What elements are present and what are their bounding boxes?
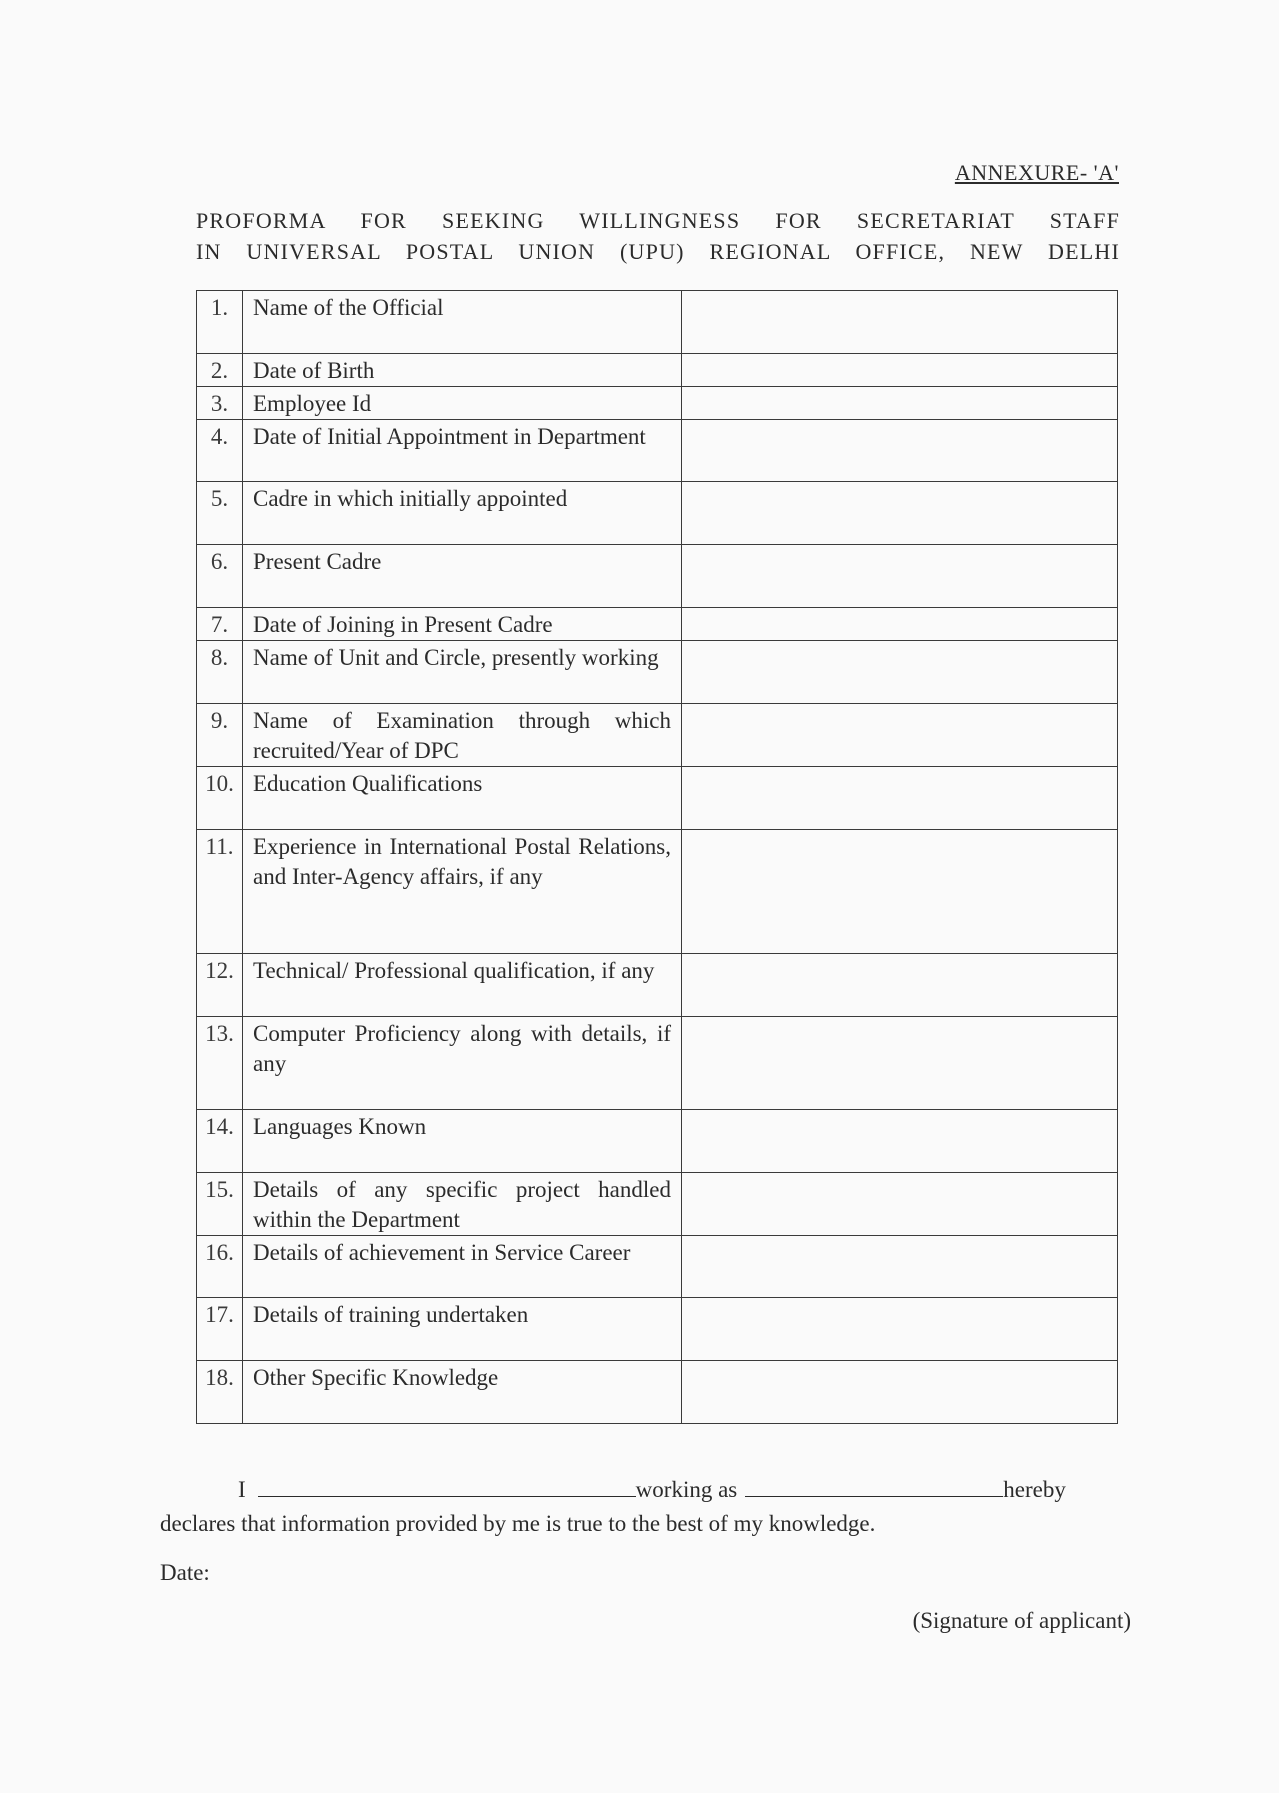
row-number: 6. bbox=[197, 545, 243, 608]
row-label: Details of any specific project handled within the Department bbox=[243, 1173, 682, 1236]
row-label: Name of Unit and Circle, presently working bbox=[243, 641, 682, 704]
row-number: 3. bbox=[197, 387, 243, 420]
row-label: Technical/ Professional qualification, if any bbox=[243, 954, 682, 1017]
table-row bbox=[197, 291, 1118, 354]
declaration-hereby: hereby bbox=[1003, 1477, 1066, 1502]
row-label: Languages Known bbox=[243, 1110, 682, 1173]
annexure-label: ANNEXURE- 'A' bbox=[954, 160, 1119, 185]
row-number: 11. bbox=[197, 830, 243, 954]
table-row bbox=[197, 545, 1118, 608]
applicant-name-blank[interactable] bbox=[258, 1472, 636, 1497]
intl-postal-experience-field[interactable] bbox=[682, 830, 1118, 954]
row-number: 2. bbox=[197, 354, 243, 387]
table-row bbox=[197, 641, 1118, 704]
table-row bbox=[197, 704, 1118, 767]
table-row bbox=[197, 1017, 1118, 1110]
row-label: Computer Proficiency along with details, if any bbox=[243, 1017, 682, 1110]
particulars-table bbox=[196, 290, 1118, 1424]
row-number: 16. bbox=[197, 1236, 243, 1298]
row-number: 12. bbox=[197, 954, 243, 1017]
initial-cadre-field[interactable] bbox=[682, 482, 1118, 545]
computer-proficiency-field[interactable] bbox=[682, 1017, 1118, 1110]
row-number: 13. bbox=[197, 1017, 243, 1110]
table-row bbox=[197, 1173, 1118, 1236]
declaration-line-1 bbox=[160, 1472, 1130, 1507]
row-label: Date of Joining in Present Cadre bbox=[243, 608, 682, 641]
row-number: 5. bbox=[197, 482, 243, 545]
designation-blank[interactable] bbox=[745, 1472, 1003, 1497]
education-field[interactable] bbox=[682, 767, 1118, 830]
unit-circle-field[interactable] bbox=[682, 641, 1118, 704]
row-label: Details of achievement in Service Career bbox=[243, 1236, 682, 1298]
employee-id-field[interactable] bbox=[682, 387, 1118, 420]
table-row bbox=[197, 608, 1118, 641]
row-label: Experience in International Postal Relations, and Inter-Agency affairs, if any bbox=[243, 830, 682, 954]
signature-label: (Signature of applicant) bbox=[912, 1608, 1131, 1633]
table-row bbox=[197, 482, 1118, 545]
row-number: 8. bbox=[197, 641, 243, 704]
examination-dpc-field[interactable] bbox=[682, 704, 1118, 767]
table-row bbox=[197, 767, 1118, 830]
row-number: 15. bbox=[197, 1173, 243, 1236]
row-label: Name of the Official bbox=[243, 291, 682, 354]
form-title bbox=[196, 205, 1120, 267]
present-cadre-field[interactable] bbox=[682, 545, 1118, 608]
row-label: Date of Birth bbox=[243, 354, 682, 387]
date-of-birth-field[interactable] bbox=[682, 354, 1118, 387]
row-label: Employee Id bbox=[243, 387, 682, 420]
row-label: Name of Examination through which recruited/Year of DPC bbox=[243, 704, 682, 767]
other-knowledge-field[interactable] bbox=[682, 1361, 1118, 1424]
languages-field[interactable] bbox=[682, 1110, 1118, 1173]
table-row bbox=[197, 954, 1118, 1017]
row-number: 10. bbox=[197, 767, 243, 830]
table-row bbox=[197, 1110, 1118, 1173]
row-number: 4. bbox=[197, 420, 243, 482]
declaration-prefix: I bbox=[238, 1477, 246, 1502]
row-label: Education Qualifications bbox=[243, 767, 682, 830]
row-label: Details of training undertaken bbox=[243, 1298, 682, 1361]
row-number: 17. bbox=[197, 1298, 243, 1361]
form-title-line-1: PROFORMA FOR SEEKING WILLINGNESS FOR SECRETARIAT STAFF bbox=[196, 208, 1120, 233]
declaration bbox=[160, 1472, 1130, 1541]
table-row bbox=[197, 354, 1118, 387]
form-title-line-2: IN UNIVERSAL POSTAL UNION (UPU) REGIONAL OFFICE, NEW DELHI bbox=[196, 239, 1120, 264]
row-label: Date of Initial Appointment in Department bbox=[243, 420, 682, 482]
table-row bbox=[197, 1236, 1118, 1298]
declaration-line-2: declares that information provided by me is true to the best of my knowledge. bbox=[160, 1511, 876, 1536]
training-field[interactable] bbox=[682, 1298, 1118, 1361]
initial-appointment-date-field[interactable] bbox=[682, 420, 1118, 482]
row-label: Other Specific Knowledge bbox=[243, 1361, 682, 1424]
table-row bbox=[197, 420, 1118, 482]
joining-present-cadre-field[interactable] bbox=[682, 608, 1118, 641]
specific-project-field[interactable] bbox=[682, 1173, 1118, 1236]
table-row bbox=[197, 830, 1118, 954]
row-label: Cadre in which initially appointed bbox=[243, 482, 682, 545]
technical-qualification-field[interactable] bbox=[682, 954, 1118, 1017]
date-label: Date: bbox=[160, 1560, 210, 1585]
table-row bbox=[197, 387, 1118, 420]
row-number: 9. bbox=[197, 704, 243, 767]
table-row bbox=[197, 1361, 1118, 1424]
declaration-working-as: working as bbox=[635, 1477, 738, 1502]
row-number: 1. bbox=[197, 291, 243, 354]
row-number: 7. bbox=[197, 608, 243, 641]
name-of-official-field[interactable] bbox=[682, 291, 1118, 354]
row-number: 18. bbox=[197, 1361, 243, 1424]
achievement-field[interactable] bbox=[682, 1236, 1118, 1298]
row-number: 14. bbox=[197, 1110, 243, 1173]
table-row bbox=[197, 1298, 1118, 1361]
row-label: Present Cadre bbox=[243, 545, 682, 608]
